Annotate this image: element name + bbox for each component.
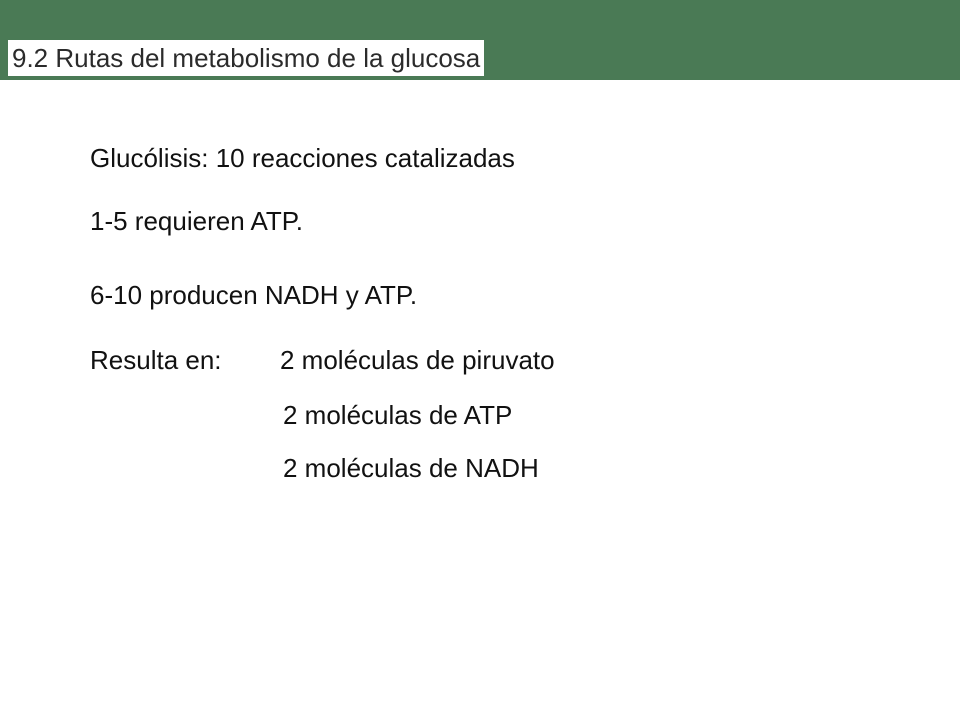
title-bar [0, 0, 960, 80]
result-label: Resulta en: [90, 345, 222, 375]
slide-title: 9.2 Rutas del metabolismo de la glucosa [8, 40, 484, 76]
result-item-pyruvate: 2 moléculas de piruvato [280, 345, 555, 375]
steps-6-10-line: 6-10 producen NADH y ATP. [90, 280, 418, 310]
steps-1-5-line: 1-5 requieren ATP. [90, 206, 303, 236]
result-item-nadh: 2 moléculas de NADH [283, 453, 539, 483]
glycolysis-line: Glucólisis: 10 reacciones catalizadas [90, 143, 515, 173]
result-item-atp: 2 moléculas de ATP [283, 400, 513, 430]
result-line [90, 345, 555, 375]
